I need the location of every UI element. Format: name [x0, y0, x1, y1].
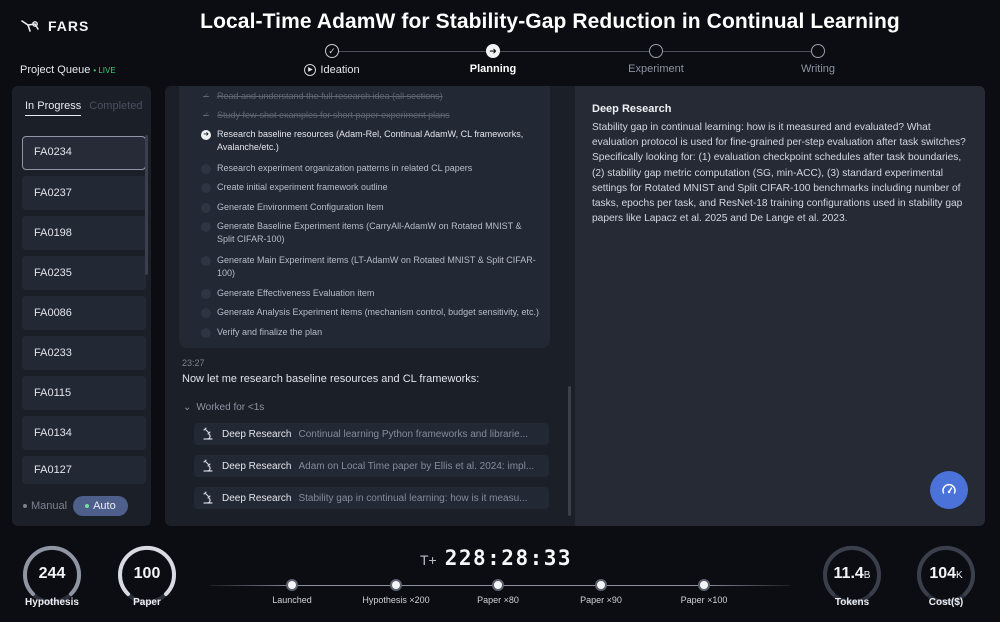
queue-item[interactable]: FA0086	[22, 296, 146, 330]
project-queue-panel	[12, 86, 151, 526]
stage-ideation[interactable]	[272, 43, 392, 76]
tool-name: Deep Research	[222, 492, 292, 504]
plan-item-text: Research experiment organization patterns in related CL papers	[217, 163, 473, 173]
tool-query: Stability gap in continual learning: how is it measu...	[298, 492, 528, 504]
detail-panel	[575, 86, 985, 526]
cost-value	[915, 565, 977, 583]
hypothesis-label: Hypothesis	[25, 597, 79, 608]
log-scrollbar[interactable]	[568, 386, 571, 516]
stage-planning[interactable]	[433, 43, 553, 77]
microscope-icon	[201, 459, 215, 473]
milestone	[654, 579, 754, 605]
queue-item[interactable]: FA0235	[22, 256, 146, 290]
plan-item-text: Read and understand the full research idea (all sections)	[217, 91, 443, 101]
queue-item[interactable]: FA0115	[22, 376, 146, 410]
plan-checklist	[179, 86, 550, 348]
stage-label: Ideation	[320, 63, 360, 76]
stage-experiment[interactable]	[596, 43, 716, 77]
timer-value: 228:28:33	[444, 546, 573, 570]
arrow-right-icon: ➜	[201, 130, 211, 140]
agent-log-panel	[165, 86, 575, 526]
plan-item	[201, 201, 541, 214]
plan-item	[201, 128, 541, 154]
milestone	[448, 579, 548, 605]
paper-value: 100	[133, 565, 161, 582]
pending-dot-icon	[201, 164, 211, 174]
brand-name: FARS	[48, 18, 90, 34]
timer-prefix: T+	[420, 552, 437, 568]
microscope-icon	[201, 491, 215, 505]
milestone-label: Paper ×90	[580, 595, 622, 605]
check-icon: ✓	[203, 93, 209, 100]
tokens-label: Tokens	[834, 597, 870, 608]
milestone-dot-icon	[698, 579, 710, 591]
plan-item-text: Generate Analysis Experiment items (mechanism control, budget sensitivity, etc.)	[217, 307, 539, 317]
plan-item-text: Generate Environment Configuration Item	[217, 202, 384, 212]
check-icon: ✓	[325, 44, 339, 58]
plan-item-text: Verify and finalize the plan	[217, 327, 323, 337]
plan-item	[201, 90, 541, 103]
queue-item[interactable]: FA0198	[22, 216, 146, 250]
page-title: Local-Time AdamW for Stability-Gap Reduction in Continual Learning	[200, 10, 900, 33]
pending-dot-icon	[649, 44, 663, 58]
milestone-dot-icon	[595, 579, 607, 591]
worked-for-toggle[interactable]	[183, 402, 264, 413]
queue-item[interactable]: FA0134	[22, 416, 146, 450]
tokens-number: 11.4	[833, 565, 864, 582]
paper-label: Paper	[133, 597, 161, 608]
stage-stepper	[300, 43, 860, 83]
queue-list	[22, 136, 146, 490]
tool-name: Deep Research	[222, 460, 292, 472]
stage-label: Writing	[800, 63, 836, 75]
pending-dot-icon	[201, 183, 211, 193]
mode-toggle	[23, 496, 128, 516]
paper-gauge	[116, 544, 178, 610]
plan-item	[201, 220, 541, 246]
plan-item-text: Generate Baseline Experiment items (CarryAll-AdamW on Rotated MNIST & Split CIFAR-100)	[217, 221, 522, 244]
hypothesis-value: 244	[38, 565, 66, 582]
queue-item[interactable]: FA0127	[22, 456, 146, 484]
tokens-value	[821, 565, 883, 583]
queue-item[interactable]: FA0237	[22, 176, 146, 210]
tool-call-item[interactable]	[194, 455, 549, 477]
milestone-dot-icon	[492, 579, 504, 591]
plan-item	[201, 162, 541, 175]
hypothesis-gauge	[21, 544, 83, 610]
project-queue-label	[20, 64, 116, 76]
tool-call-item[interactable]	[194, 487, 549, 509]
mode-auto-button[interactable]: Auto	[73, 496, 128, 516]
milestone-label: Launched	[272, 595, 312, 605]
worked-for-label: Worked for <1s	[196, 402, 265, 413]
tab-completed[interactable]: Completed	[89, 100, 143, 112]
stage-label: Planning	[469, 63, 517, 75]
plan-item	[201, 326, 541, 339]
milestone	[346, 579, 446, 605]
plan-item-text: Create initial experiment framework outline	[217, 182, 388, 192]
microscope-icon	[201, 427, 215, 441]
detail-body: Stability gap in continual learning: how is it measured and evaluated? What evaluation protocol is used for fine-grained per-step evaluation after task switches? Specifically looking for: (1) evaluation checkpoint schedules after task boundaries, (2) stability gap metric computation (SG, min-ACC), (3) standard experimental settings for Rotated MNIST and Split CIFAR-100 benchmarks including number of tasks, epochs per task, and ResNet-18 training configurations used in stability gap papers like Lapacz et al. 2025 and De Lange et al. 2023.	[592, 122, 966, 225]
check-icon: ✓	[203, 112, 209, 119]
fars-logo-icon	[20, 16, 40, 36]
cost-gauge	[915, 544, 977, 610]
message-timestamp: 23:27	[182, 358, 205, 368]
tool-call-item[interactable]	[194, 423, 549, 445]
detail-title: Deep Research	[592, 103, 672, 115]
plan-item-text: Generate Main Experiment items (LT-AdamW on Rotated MNIST & Split CIFAR-100)	[217, 255, 536, 278]
milestone-label: Hypothesis ×200	[362, 595, 430, 605]
mode-manual-button[interactable]: Manual	[23, 500, 67, 512]
queue-tabs	[25, 100, 142, 116]
plan-item-text: Research baseline resources (Adam-Rel, Continual AdamW, CL frameworks, Avalanche/etc.)	[217, 129, 524, 152]
plan-item-text: Generate Effectiveness Evaluation item	[217, 288, 375, 298]
milestone	[242, 579, 342, 605]
plan-item	[201, 109, 541, 122]
pending-dot-icon	[201, 256, 211, 266]
pending-dot-icon	[201, 308, 211, 318]
milestone-timeline	[210, 584, 790, 614]
speedometer-icon	[941, 482, 957, 498]
play-icon: ▶	[304, 64, 316, 76]
plan-item	[201, 287, 541, 300]
plan-item	[201, 306, 541, 319]
tool-name: Deep Research	[222, 428, 292, 440]
tool-query: Continual learning Python frameworks and librarie...	[298, 428, 529, 440]
queue-item[interactable]: FA0234	[22, 136, 146, 170]
milestone	[551, 579, 651, 605]
pending-dot-icon	[201, 203, 211, 213]
tool-query: Adam on Local Time paper by Ellis et al. 2024: impl...	[298, 460, 535, 472]
arrow-right-icon: ➜	[486, 44, 500, 58]
milestone-dot-icon	[390, 579, 402, 591]
cost-label: Cost($)	[928, 597, 964, 608]
tab-in-progress[interactable]: In Progress	[25, 100, 81, 116]
milestone-label: Paper ×100	[680, 595, 728, 605]
cost-unit: K	[956, 570, 963, 581]
live-indicator: • LIVE	[93, 66, 116, 75]
queue-item[interactable]: FA0233	[22, 336, 146, 370]
chevron-down-icon: ⌄	[183, 402, 192, 413]
elapsed-timer	[420, 546, 572, 570]
plan-item	[201, 254, 541, 280]
brand	[20, 16, 89, 36]
pending-dot-icon	[811, 44, 825, 58]
stage-label: Experiment	[628, 63, 684, 75]
queue-scrollbar[interactable]	[145, 135, 148, 275]
pending-dot-icon	[201, 289, 211, 299]
plan-item-text: Study few-shot examples for short paper experiment plans	[217, 110, 450, 120]
pending-dot-icon	[201, 328, 211, 338]
pending-dot-icon	[201, 222, 211, 232]
milestone-label: Paper ×80	[477, 595, 519, 605]
tokens-gauge	[821, 544, 883, 610]
cost-number: 104	[929, 565, 957, 582]
project-queue-title: Project Queue	[20, 64, 91, 76]
tokens-unit: B	[863, 570, 871, 581]
speed-button[interactable]	[930, 471, 968, 509]
assistant-message: Now let me research baseline resources and CL frameworks:	[182, 373, 480, 385]
milestone-dot-icon	[286, 579, 298, 591]
plan-item	[201, 181, 541, 194]
stage-writing[interactable]	[758, 43, 878, 77]
